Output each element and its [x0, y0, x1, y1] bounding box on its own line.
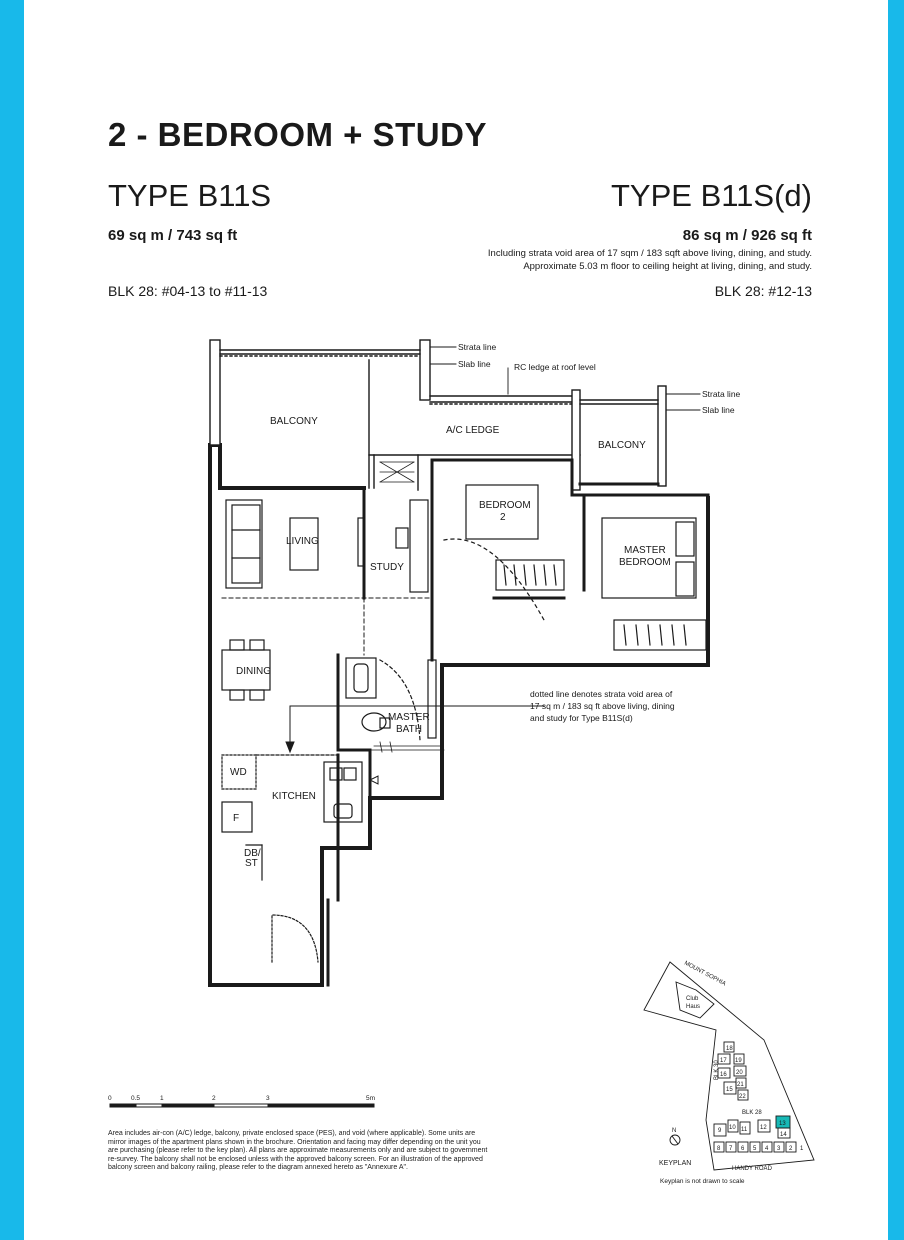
scale-tick-2: 2 — [212, 1095, 216, 1102]
keyplan-blk-18: 18 — [726, 1046, 733, 1052]
keyplan-blk-1: 1 — [800, 1146, 804, 1152]
keyplan-title: KEYPLAN — [659, 1160, 692, 1167]
keyplan-blk-13: 13 — [779, 1121, 786, 1127]
keyplan-blk-8: 8 — [717, 1146, 721, 1152]
scale-tick-05: 0.5 — [131, 1095, 141, 1102]
fixture-dbst-line2: ST — [245, 858, 258, 869]
keyplan-blk-11: 11 — [741, 1127, 748, 1133]
annotation-strata-line-right: Strata line — [702, 389, 741, 399]
brochure-page — [24, 0, 888, 1240]
keyplan-road-bottom: HANDY ROAD — [732, 1166, 772, 1172]
room-balcony-right: BALCONY — [598, 440, 646, 451]
keyplan-blk-4: 4 — [765, 1146, 769, 1152]
keyplan-blk-2: 2 — [789, 1146, 793, 1152]
keyplan-blk-5: 5 — [753, 1146, 757, 1152]
unit-note-line2: Approximate 5.03 m floor to ceiling height at living, dining, and study. — [523, 261, 812, 272]
keyplan-blk-9: 9 — [718, 1128, 722, 1134]
annotation-slab-line-top: Slab line — [458, 359, 491, 369]
room-bedroom2: BEDROOM — [479, 500, 531, 511]
annotation-slab-line-right: Slab line — [702, 405, 735, 415]
keyplan-club-line1: Club — [686, 996, 699, 1002]
room-master-bedroom-line2: BEDROOM — [619, 557, 671, 568]
keyplan-north: N — [672, 1128, 677, 1134]
block-units-right: BLK 28: #12-13 — [714, 283, 812, 299]
annotation-rc-ledge: RC ledge at roof level — [514, 362, 596, 372]
scale-tick-1: 1 — [160, 1095, 164, 1102]
keyplan-blk-17: 17 — [720, 1058, 727, 1064]
keyplan-blk-15: 15 — [726, 1087, 733, 1093]
annotation-strata-line-top: Strata line — [458, 342, 497, 352]
keyplan-blk30: BLK 30 — [714, 1060, 720, 1080]
unit-type-right: TYPE B11S(d) — [610, 178, 812, 213]
fixture-fridge: F — [233, 813, 240, 824]
scale-tick-5m: 5m — [366, 1095, 376, 1102]
room-bedroom2-number: 2 — [500, 512, 506, 523]
room-master-bath: MASTER — [388, 712, 430, 723]
unit-area-left: 69 sq m / 743 sq ft — [108, 227, 238, 244]
keyplan-blk-3: 3 — [777, 1146, 781, 1152]
annotation-void-note-2: 17 sq m / 183 sq ft above living, dining — [530, 701, 675, 711]
room-master-bath-line2: BATH — [396, 724, 422, 735]
scale-tick-3: 3 — [266, 1095, 270, 1102]
keyplan-site-outline — [644, 962, 814, 1170]
keyplan-blk-12: 12 — [760, 1125, 767, 1131]
fixture-dbst: DB/ — [244, 848, 261, 859]
annotation-void-note-1: dotted line denotes strata void area of — [530, 689, 673, 699]
block-units-left: BLK 28: #04-13 to #11-13 — [108, 283, 268, 299]
unit-area-right: 86 sq m / 926 sq ft — [682, 227, 812, 244]
room-study: STUDY — [370, 562, 404, 573]
keyplan-blk-22: 22 — [739, 1094, 746, 1100]
keyplan-blk-10: 10 — [729, 1125, 736, 1131]
room-living: LIVING — [286, 536, 319, 547]
keyplan-blk-16: 16 — [720, 1072, 727, 1078]
keyplan-blk-21: 21 — [737, 1082, 744, 1088]
keyplan-blk28: BLK 28 — [742, 1110, 762, 1116]
keyplan-blk-7: 7 — [729, 1146, 733, 1152]
unit-type-left: TYPE B11S — [108, 178, 272, 213]
room-master-bedroom: MASTER — [624, 545, 666, 556]
scale-tick-0: 0 — [108, 1095, 112, 1102]
room-dining: DINING — [236, 666, 271, 677]
page-title: 2 - BEDROOM + STUDY — [108, 116, 487, 153]
unit-note-line1: Including strata void area of 17 sqm / 183 sqft above living, dining, and study. — [487, 248, 812, 259]
keyplan-blk-14: 14 — [780, 1132, 787, 1138]
room-balcony-left: BALCONY — [270, 416, 318, 427]
keyplan — [24, 0, 888, 1240]
keyplan-blk-20: 20 — [736, 1070, 743, 1076]
disclaimer-text: Area includes air-con (A/C) ledge, balcony, private enclosed space (PES), and void (where applicable). Some units are mirror images of the apartment plans shown in the brochure. Orientation and facing may differ depending on the unit you are purchasing (please refer to the key plan). All plans are approximate measurements only and are subject to government re-survey. The balcony shall not be enclosed unless with the approved balcony screen. For an illustration of the approved balcony screen and balcony railing, please refer to the diagram annexed hereto as "Annexure A". — [108, 1130, 488, 1172]
keyplan-blk-19: 19 — [735, 1058, 742, 1064]
keyplan-note: Keyplan is not drawn to scale — [660, 1178, 745, 1185]
annotation-void-note-3: and study for Type B11S(d) — [530, 713, 633, 723]
keyplan-club-line2: Haus — [686, 1004, 701, 1010]
room-kitchen: KITCHEN — [272, 791, 316, 802]
fixture-wd: WD — [230, 767, 247, 778]
room-ac-ledge: A/C LEDGE — [446, 425, 500, 436]
keyplan-road-top: MOUNT SOPHIA — [683, 960, 727, 988]
keyplan-blk-6: 6 — [741, 1146, 745, 1152]
